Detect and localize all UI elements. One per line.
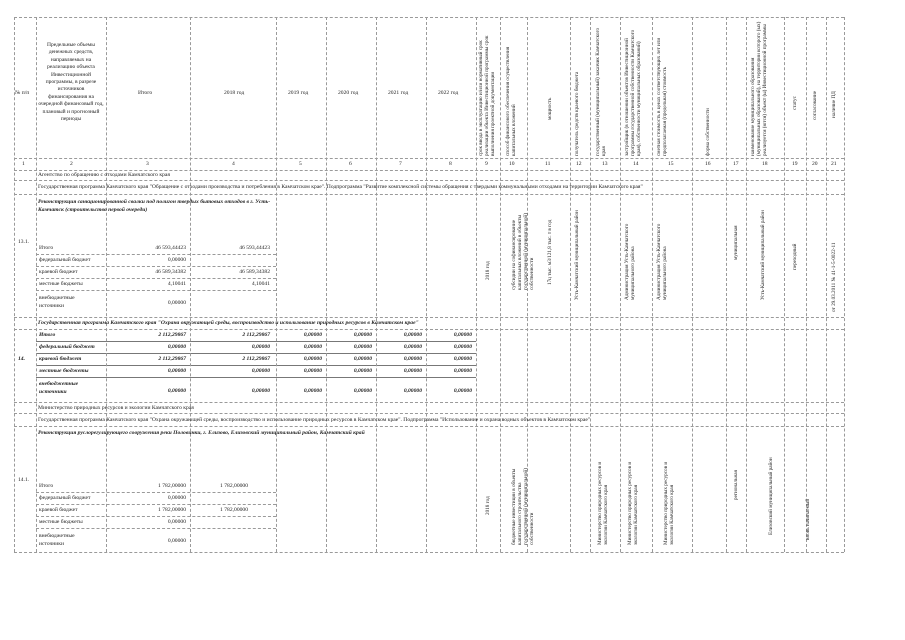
row131-poluch: Усть-Камчатский муниципальный район (574, 210, 580, 300)
row141-forma: региональная (733, 470, 739, 500)
row14-label: краевой бюджет (39, 356, 82, 362)
row131-num: 13.1. (18, 239, 30, 245)
header-2021: 2021 год (388, 90, 409, 96)
colnum: 10 (509, 161, 515, 167)
colnum: 5 (299, 161, 302, 167)
colnum: 18 (762, 161, 768, 167)
header-smetnaya: сметная стоимость в ценах соответствующих лет или предполагаемая (предельная) стоимость (656, 37, 668, 156)
table-bottom-border (14, 552, 844, 553)
row131-itogo: 4,10041 (167, 281, 186, 287)
colnum: 1 (22, 161, 25, 167)
row14-sub-line (36, 353, 476, 354)
row14-cell: 0,00000 (167, 344, 186, 350)
row14-cell: 0,00000 (403, 356, 422, 362)
row131-label: краевой бюджет (39, 269, 78, 275)
row141-sub-line (36, 492, 276, 493)
row14-cell: 2 112,29867 (242, 332, 270, 338)
row14-cell: 0,00000 (453, 388, 472, 394)
colnum: 9 (485, 161, 488, 167)
row14-cell: 0,00000 (303, 344, 322, 350)
row131-itogo: 46 589,34382 (155, 269, 186, 275)
header-mo: наименование муниципального образования (муниципальных образований), на территории которого (ых) реализуется (ются) объект (ы) Инвестиционной программы (750, 21, 768, 156)
row14-cell: 0,00000 (303, 356, 322, 362)
header-zastroyshchik: застройщик (в отношении объектов Инвестиционной программы государственной собственности Камчатского края), собственности муниципальных образований) (624, 29, 642, 156)
col-line (190, 17, 191, 552)
col-line (476, 17, 477, 552)
row14-cell: 0,00000 (453, 356, 472, 362)
colnum: 4 (232, 161, 235, 167)
colnum: 11 (545, 161, 551, 167)
row141-label: местные бюджеты (39, 519, 83, 525)
header-srok: срок ввода в эксплуатацию и/или нормативный срок реализации объекта Инвестиционной программы срок выполнения проектной документации (478, 35, 496, 156)
program3-row-border (14, 426, 844, 427)
col-line (620, 17, 621, 552)
row131-2018: 4,10041 (251, 281, 270, 287)
row131-label: местные бюджеты (39, 281, 83, 287)
header-forma: форма собственности (705, 108, 711, 156)
col-line (500, 17, 501, 552)
col-line (326, 17, 327, 552)
row131-itogo: 0,00000 (167, 257, 186, 263)
row14-cell: 0,00000 (303, 388, 322, 394)
row14-sub-line (36, 365, 476, 366)
row141-itogo: 0,00000 (167, 495, 186, 501)
col-line (826, 17, 827, 552)
row131-label: внебюджетные источники (39, 295, 75, 309)
row141-2018: 1 782,00000 (220, 483, 248, 489)
row141-sposob: бюджетные инвестиции в объекты капитального строительства государственной (муниципальной) собственности (511, 468, 535, 545)
header-zakazchik: государственный (муниципальный) заказчик Камчатского края (595, 27, 607, 156)
section-program2: Государственная программа Камчатского края "Охрана окружающей среды, воспроизводство и использование природных ресурсов в Камчатском крае" (38, 320, 419, 326)
header-sposob: способ финансового обеспечения осуществления капитальных вложений (505, 46, 517, 156)
row131-sub-line (36, 278, 276, 279)
row141-zakaz: Министерство природных ресурсов и экологии Камчатского края (627, 461, 639, 545)
row14-cell: 0,00000 (453, 344, 472, 350)
row14-num: 14. (18, 356, 25, 362)
colnum: 7 (399, 161, 402, 167)
row14-cell: 0,00000 (353, 388, 372, 394)
row14-cell: 2 112,29867 (158, 356, 186, 362)
row141-sub-line (36, 504, 276, 505)
section-agency: Агентство по обращению с отходами Камчатского края (38, 172, 170, 178)
row14-cell: 0,00000 (251, 344, 270, 350)
row14-cell: 0,00000 (353, 368, 372, 374)
row141-itogo: 0,00000 (167, 538, 186, 544)
row14-cell: 2 112,29867 (158, 332, 186, 338)
row141-2018: 1 782,00000 (220, 507, 248, 513)
header-soglasovanie: согласование (812, 90, 818, 120)
row141-itogo: 0,00000 (167, 519, 186, 525)
row14-cell: 0,00000 (353, 344, 372, 350)
row141-status: вновь начинаемый (805, 498, 811, 540)
row131-2018: 46 593,44423 (239, 245, 270, 251)
row131-status: переходный (792, 243, 798, 270)
row131-itogo: 0,00000 (167, 300, 186, 306)
row131-sub-line (36, 266, 276, 267)
header-poluchatel: получатель средств краевого бюджета (574, 71, 580, 156)
col-line (844, 17, 845, 552)
row14-cell: 0,00000 (167, 368, 186, 374)
section-program3: Государственная программа Камчатского края "Охрана окружающей среды, воспроизводство и использование природных ресурсов в Камчатском крае". Подпрограмма "Использование и охрана водных объектов в Камчатском крае" (38, 417, 591, 423)
header-itogo: Итого (138, 90, 153, 96)
colnum: 16 (705, 161, 711, 167)
col-line (590, 17, 591, 552)
row131-sposob: субсидии на софинансирование капитальных вложений в объекты государственной (муниципальной) собственности (511, 213, 535, 290)
colnum: 15 (668, 161, 674, 167)
col-line (692, 17, 693, 552)
row131-label: федеральный бюджет (39, 257, 91, 263)
colnum: 14 (633, 161, 639, 167)
row14-label: внебюджетные источники (39, 381, 79, 395)
program1-row-border (14, 194, 844, 195)
col-line (726, 17, 727, 552)
colnum: 13 (602, 161, 608, 167)
header-2022: 2022 год (438, 90, 459, 96)
row131-itogo: 46 593,44423 (155, 245, 186, 251)
section-ministry: Министерство природных ресурсов и экологии Камчатского края (38, 405, 194, 411)
col-line (106, 17, 107, 552)
colnum: 3 (146, 161, 149, 167)
row131-mo: Усть-Камчатский муниципальный район (760, 210, 766, 300)
col-line (806, 17, 807, 552)
header-volumes: Предельные объемы денежных средств, направляемых на реализацию объекта Инвестиционной программы, в разрезе источников финансирования на очередной финансовый год, плановый и прогнозный периоды (38, 42, 104, 123)
row141-mo: Елизовский муниципальный район (768, 457, 774, 535)
ministry-row-border (14, 413, 844, 414)
row131-soglas: от 29.03.2011 № 41-1-5-0022-11 (831, 242, 837, 312)
colnum: 17 (733, 161, 739, 167)
colnum: 8 (449, 161, 452, 167)
table-top-border (14, 17, 844, 18)
header-status: статус (792, 96, 798, 110)
row14-cell: 2 112,29867 (242, 356, 270, 362)
row14-cell: 0,00000 (453, 332, 472, 338)
agency-row-border (14, 180, 844, 181)
row141-itogo: 1 782,00000 (158, 507, 186, 513)
row131-sub-line (36, 290, 276, 291)
row14-cell: 0,00000 (403, 388, 422, 394)
row14-sub-line (36, 341, 476, 342)
col-line (36, 17, 37, 552)
row14-cell: 0,00000 (453, 368, 472, 374)
colnum: 20 (812, 161, 818, 167)
header-num: № п/п (15, 90, 30, 96)
row131-zakaz: Администрация Усть-Камчатского муниципального района (624, 223, 636, 300)
row14-cell: 0,00000 (403, 368, 422, 374)
row14-sub-line (36, 377, 476, 378)
row131-moshch: 17ц тыс. м3/121,8 тыс. т в год (547, 219, 553, 285)
colnum: 2 (70, 161, 73, 167)
row131-srok: 2018 год (485, 261, 491, 280)
header-2019: 2019 год (288, 90, 309, 96)
colnum: 19 (792, 161, 798, 167)
row14-cell: 0,00000 (403, 344, 422, 350)
colnum: 12 (576, 161, 582, 167)
row131-zastr: Администрация Усть-Камчатского муниципального района (656, 223, 668, 300)
row131-forma: муниципальная (733, 225, 739, 260)
row141-sub-line (36, 528, 276, 529)
colnum: 6 (349, 161, 352, 167)
row14-label: местные бюджеты (39, 368, 89, 374)
numbers-row-border (14, 170, 844, 171)
row14-cell: 0,00000 (251, 368, 270, 374)
col-line (14, 17, 15, 552)
header-2018: 2018 год (224, 90, 245, 96)
row141-srok: 2018 год (485, 496, 491, 515)
col-line (746, 17, 747, 552)
row14-cell: 0,00000 (303, 332, 322, 338)
colnum: 21 (831, 161, 837, 167)
row141-num: 14.1. (18, 477, 30, 483)
header-2020: 2020 год (338, 90, 359, 96)
col-line (570, 17, 571, 552)
row141-label: федеральный бюджет (39, 495, 91, 501)
row141-itogo: 1 782,00000 (158, 483, 186, 489)
col-line (376, 17, 377, 552)
row14-label: Итого (39, 332, 56, 338)
row141-label: краевой бюджет (39, 507, 78, 513)
header-moshchnost: мощность (547, 97, 553, 120)
row14-cell: 0,00000 (251, 388, 270, 394)
header-nalichie-pd: наличие ПД (831, 91, 837, 118)
row141-label: внебюджетные источники (39, 533, 75, 547)
col-line (784, 17, 785, 552)
row141-poluch: Министерство природных ресурсов и экологии Камчатского края (597, 461, 609, 545)
row141-zastr: Министерство природных ресурсов и экологии Камчатского края (663, 461, 675, 545)
row14-cell: 0,00000 (303, 368, 322, 374)
row141-label: Итого (39, 483, 54, 489)
row131-2018: 46 589,34382 (239, 269, 270, 275)
col-line (276, 17, 277, 552)
row131-label: Итого (39, 245, 54, 251)
row14-cell: 0,00000 (353, 356, 372, 362)
section-object1: Реконструкция санкционированной свалки под полигон твердых бытовых отходов в г. Усть-Камчатск (строительство первой очереди) (38, 199, 271, 213)
col-line (652, 17, 653, 552)
row141-sub-line (36, 516, 276, 517)
row131-sub-line (36, 254, 276, 255)
program2-row-border (14, 329, 844, 330)
row14-cell: 0,00000 (403, 332, 422, 338)
header-bottom-border (14, 158, 844, 159)
row14-label: федеральный бюджет (39, 344, 95, 350)
section-object3: Реконструкция руслорегулирующего сооружения реки Половинки, г. Елизово, Елизовский муниципальный район, Камчатский край (38, 430, 365, 436)
row131-bottom-border (14, 317, 844, 318)
section-program1: Государственная программа Камчатского края "Обращение с отходами производства и потребления в Камчатском крае". Подпрограмма "Развитие комплексной системы обращения с твердыми коммунальными отходами на территории Камчатского края" (38, 184, 643, 190)
col-line (426, 17, 427, 552)
row14-cell: 0,00000 (167, 388, 186, 394)
row14-bottom-border (14, 402, 844, 403)
row14-cell: 0,00000 (353, 332, 372, 338)
